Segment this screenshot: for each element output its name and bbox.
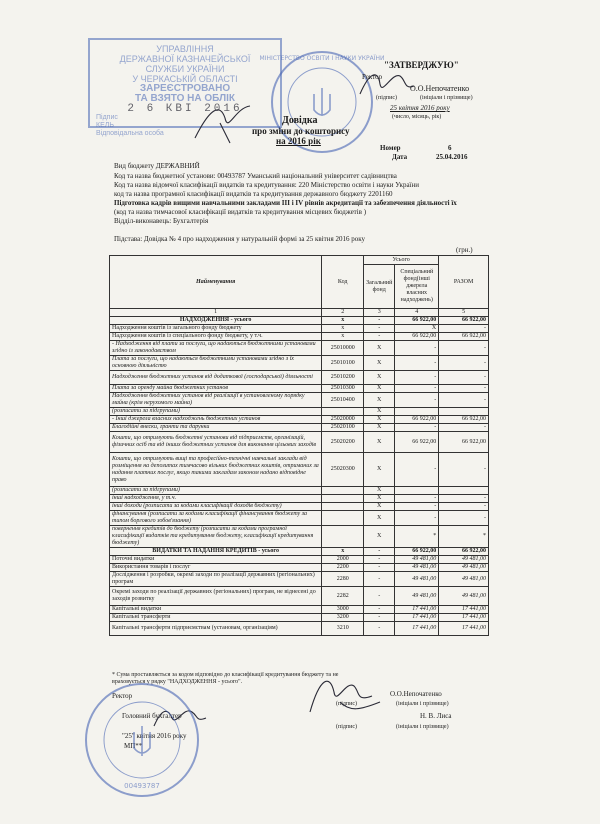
row-name: - Надходження від плати за послуги, що надаються бюджетними установами згідно із законодавством bbox=[110, 341, 322, 356]
row-name: Використання товарів і послуг bbox=[110, 564, 322, 572]
row-name: Капітальні трансферти bbox=[110, 614, 322, 622]
row-sum: - bbox=[439, 453, 489, 487]
num-3: 3 bbox=[364, 309, 395, 317]
seal-top-text: МІНІСТЕРСТВО ОСВІТИ І НАУКИ УКРАЇНИ bbox=[259, 55, 385, 62]
row-sum: 66 922,00 bbox=[439, 432, 489, 453]
table-row bbox=[110, 511, 489, 526]
rector-name-note: (ініціали і прізвище) bbox=[396, 701, 449, 707]
number-label: Номер bbox=[380, 144, 401, 152]
basis: Підстава: Довідка № 4 про надходження у натуральній формі за 25 квітня 2016 року bbox=[114, 235, 366, 243]
accountant-sign-note: (підпис) bbox=[336, 724, 358, 730]
row-general: - bbox=[364, 548, 395, 556]
row-name: Плата за оренду майна бюджетних установ bbox=[110, 385, 322, 393]
row-general: Х bbox=[364, 487, 395, 495]
stamp-sign-1: Підпис bbox=[96, 114, 118, 121]
row-code: 25010100 bbox=[322, 356, 364, 371]
accountant-name-note: (ініціали і прізвище) bbox=[396, 724, 449, 730]
row-special: - bbox=[395, 453, 439, 487]
row-name: інші доходи (розписати за кодами класифікації доходів бюджету) bbox=[110, 503, 322, 511]
approval-rector: Ректор bbox=[362, 73, 383, 81]
row-sum: 17 441,00 bbox=[439, 614, 489, 622]
row-special: - bbox=[395, 503, 439, 511]
table-row bbox=[110, 356, 489, 371]
footnote-line-1: * Сума проставляється за кодом відповідно до класифікації кредитування бюджету та не bbox=[112, 672, 339, 678]
row-general: - bbox=[364, 606, 395, 614]
row-special: 49 481,00 bbox=[395, 556, 439, 564]
approval-sign-note: (підпис) bbox=[376, 95, 398, 101]
row-sum: - bbox=[439, 511, 489, 526]
row-general: Х bbox=[364, 526, 395, 548]
date-label: Дата bbox=[392, 153, 408, 161]
row-name: Плата за послуги, що надаються бюджетними установами згідно з їх основною діяльністю bbox=[110, 356, 322, 371]
head-special: Спеціальний фонд(інші джерела власних надходжень) bbox=[395, 265, 439, 309]
row-name: Надходження бюджетних установ від реалізації в установленому порядку майна (крім нерухомого майна) bbox=[110, 393, 322, 408]
row-sum: - bbox=[439, 371, 489, 385]
row-name: інші надходження, у т.ч. bbox=[110, 495, 322, 503]
table-row bbox=[110, 526, 489, 548]
signature-date: "25" квітня 2016 року bbox=[122, 732, 187, 740]
table-row bbox=[110, 408, 489, 416]
row-special: - bbox=[395, 393, 439, 408]
table-row bbox=[110, 385, 489, 393]
stamp-sign-3: Відповідальна особа bbox=[96, 130, 164, 137]
department: Код та назва відомчої класифікації видатків та кредитування: 220 Міністерство освіти і науки України bbox=[114, 181, 419, 189]
row-special: 66 922,00 bbox=[395, 416, 439, 424]
row-name: Надходження коштів із загального фонду бюджету bbox=[110, 325, 322, 333]
row-name: фінансування (розписати за кодами класифікації фінансування бюджету за типом боргового зобов'язання) bbox=[110, 511, 322, 526]
row-sum: 66 922,00 bbox=[439, 416, 489, 424]
rector-label: Ректор bbox=[112, 692, 133, 700]
head-total: Усього bbox=[364, 256, 439, 265]
institution: Код та назва бюджетної установи: 00493787 Уманський національний університет садівництва bbox=[114, 172, 397, 180]
approval-title: "ЗАТВЕРДЖУЮ" bbox=[384, 60, 459, 70]
table-row bbox=[110, 495, 489, 503]
table-row bbox=[110, 432, 489, 453]
row-name: Дослідження і розробки, окремі заходи по реалізації державних (регіональних) програм bbox=[110, 572, 322, 587]
row-name: Надходження коштів із спеціального фонду бюджету, у т.ч. bbox=[110, 333, 322, 341]
row-sum: - bbox=[439, 393, 489, 408]
row-general: Х bbox=[364, 424, 395, 432]
local-budget: (код та назва тимчасової класифікації видатків та кредитування місцевих бюджетів ) bbox=[114, 208, 367, 216]
row-special: - bbox=[395, 424, 439, 432]
stamp-line-3: СЛУЖБИ УКРАЇНИ bbox=[145, 64, 225, 74]
row-sum: - bbox=[439, 495, 489, 503]
document-title: Довідка bbox=[282, 115, 318, 126]
row-special: 17 441,00 bbox=[395, 606, 439, 614]
approval-date-note: (число, місяць, рік) bbox=[392, 114, 442, 120]
row-general: - bbox=[364, 564, 395, 572]
row-special: Х bbox=[395, 325, 439, 333]
row-sum: 49 481,00 bbox=[439, 572, 489, 587]
table-row bbox=[110, 587, 489, 606]
row-general: Х bbox=[364, 356, 395, 371]
row-general: Х bbox=[364, 408, 395, 416]
row-code: 25020000 bbox=[322, 416, 364, 424]
row-sum: - bbox=[439, 325, 489, 333]
row-special: - bbox=[395, 341, 439, 356]
row-code: х bbox=[322, 325, 364, 333]
row-general: Х bbox=[364, 393, 395, 408]
signature-rector-bottom bbox=[300, 672, 390, 722]
row-sum: - bbox=[439, 385, 489, 393]
row-special: 66 922,00 bbox=[395, 333, 439, 341]
row-code: 25010400 bbox=[322, 393, 364, 408]
stamp-line-1: УПРАВЛІННЯ bbox=[156, 44, 214, 54]
table-row bbox=[110, 393, 489, 408]
row-general: Х bbox=[364, 511, 395, 526]
row-general: - bbox=[364, 325, 395, 333]
table-row bbox=[110, 317, 489, 325]
row-general: - bbox=[364, 587, 395, 606]
table-row bbox=[110, 341, 489, 356]
row-code: 3200 bbox=[322, 614, 364, 622]
row-special: - bbox=[395, 495, 439, 503]
table-row bbox=[110, 572, 489, 587]
row-code: х bbox=[322, 548, 364, 556]
row-sum: - bbox=[439, 424, 489, 432]
num-5: 5 bbox=[439, 309, 489, 317]
row-code bbox=[322, 487, 364, 495]
table-row bbox=[110, 503, 489, 511]
estimate-table bbox=[109, 255, 489, 636]
table-row bbox=[110, 453, 489, 487]
accountant-name: Н. В. Лиса bbox=[420, 712, 452, 720]
footnote-line-2: враховується у рядку "НАДХОДЖЕННЯ - усього". bbox=[112, 679, 243, 685]
row-name: Капітальні видатки bbox=[110, 606, 322, 614]
row-name: Кошти, що отримують вищі та професійно-технічні навчальні заклади від розміщення на депозитах тимчасово вільних бюджетних коштів, отриманих за надання платних послуг, якщо такими закладам законом надано відповідне право bbox=[110, 453, 322, 487]
row-special: 66 922,00 bbox=[395, 548, 439, 556]
row-code: 3210 bbox=[322, 622, 364, 636]
table-row bbox=[110, 548, 489, 556]
table-row bbox=[110, 325, 489, 333]
document-year: на 2016 рік bbox=[276, 136, 321, 146]
num-1: 1 bbox=[110, 309, 322, 317]
row-special: - bbox=[395, 511, 439, 526]
row-name: Кошти, що отримують бюджетні установи від підприємств, організацій, фізичних осіб та від інших бюджетних установ для виконання цільових заходів bbox=[110, 432, 322, 453]
date-value: 25.04.2016 bbox=[436, 153, 468, 161]
row-special: - bbox=[395, 371, 439, 385]
row-code: 25010300 bbox=[322, 385, 364, 393]
row-code: 25010200 bbox=[322, 371, 364, 385]
table-row bbox=[110, 556, 489, 564]
table-row bbox=[110, 614, 489, 622]
num-2: 2 bbox=[322, 309, 364, 317]
row-general: Х bbox=[364, 371, 395, 385]
table-row bbox=[110, 606, 489, 614]
row-general: Х bbox=[364, 385, 395, 393]
trident-icon bbox=[134, 726, 150, 756]
row-special: * bbox=[395, 526, 439, 548]
row-code: 3000 bbox=[322, 606, 364, 614]
row-sum: 17 441,00 bbox=[439, 622, 489, 636]
number-value: 6 bbox=[448, 144, 452, 152]
round-seal-bottom bbox=[82, 680, 202, 800]
row-name: Надходження бюджетних установ від додаткової (господарської) діяльності bbox=[110, 371, 322, 385]
program-code: код та назва програмної класифікації видатків та кредитування державного бюджету 2201160 bbox=[114, 190, 393, 198]
head-code: Код bbox=[322, 256, 364, 309]
row-sum: * bbox=[439, 526, 489, 548]
row-code bbox=[322, 408, 364, 416]
row-code: 2282 bbox=[322, 587, 364, 606]
stamp-line-2: ДЕРЖАВНОЇ КАЗНАЧЕЙСЬКОЇ bbox=[119, 54, 251, 64]
document-subtitle: про зміни до кошторису bbox=[252, 126, 350, 136]
row-general: Х bbox=[364, 341, 395, 356]
table-row bbox=[110, 424, 489, 432]
table-row bbox=[110, 371, 489, 385]
trident-icon bbox=[314, 88, 330, 116]
row-sum: - bbox=[439, 341, 489, 356]
row-sum: 66 922,00 bbox=[439, 333, 489, 341]
rector-name: О.О.Непочатенко bbox=[390, 690, 442, 698]
row-general: - bbox=[364, 333, 395, 341]
row-special: 49 481,00 bbox=[395, 564, 439, 572]
row-general: Х bbox=[364, 432, 395, 453]
row-sum: 49 481,00 bbox=[439, 564, 489, 572]
row-sum: - bbox=[439, 356, 489, 371]
row-code: 25020300 bbox=[322, 453, 364, 487]
table-row bbox=[110, 487, 489, 495]
row-general: Х bbox=[364, 495, 395, 503]
row-code bbox=[322, 503, 364, 511]
row-code bbox=[322, 511, 364, 526]
table-body bbox=[110, 317, 489, 636]
row-sum: - bbox=[439, 503, 489, 511]
row-special: 66 922,00 bbox=[395, 317, 439, 325]
row-name: Окремі заходи по реалізації державних (регіональних) програм, не віднесені до заходів розвитку bbox=[110, 587, 322, 606]
row-code: х bbox=[322, 317, 364, 325]
row-special bbox=[395, 408, 439, 416]
stamp-line-5: ЗАРЕЄСТРОВАНО bbox=[139, 83, 231, 94]
row-general: - bbox=[364, 614, 395, 622]
stamp-line-6: ТА ВЗЯТО НА ОБЛІК bbox=[134, 93, 236, 104]
row-code: 25020100 bbox=[322, 424, 364, 432]
row-name: Благодійні внески, гранти та дарунки bbox=[110, 424, 322, 432]
budget-type: Вид бюджету ДЕРЖАВНИЙ bbox=[114, 162, 200, 170]
table-row bbox=[110, 333, 489, 341]
signature-treasury bbox=[190, 98, 260, 148]
row-general: Х bbox=[364, 416, 395, 424]
row-code: 25010000 bbox=[322, 341, 364, 356]
row-special: 66 922,00 bbox=[395, 432, 439, 453]
accountant-label: Головний бухгалтер bbox=[122, 712, 182, 720]
row-code: 2200 bbox=[322, 564, 364, 572]
row-special: 49 481,00 bbox=[395, 587, 439, 606]
row-sum bbox=[439, 408, 489, 416]
head-sum: РАЗОМ bbox=[439, 256, 489, 309]
row-special bbox=[395, 487, 439, 495]
program-name: Підготовка кадрів вищими навчальними закладами ІІІ і ІV рівнів акредитації та забезпечення діяльності їх bbox=[114, 199, 457, 207]
row-general: - bbox=[364, 556, 395, 564]
row-name: (розписати за підгрупами) bbox=[110, 487, 322, 495]
row-special: - bbox=[395, 356, 439, 371]
stamp-date: 2 6 КВІ 2016 bbox=[127, 103, 243, 115]
num-4: 4 bbox=[395, 309, 439, 317]
row-name: Поточні видатки bbox=[110, 556, 322, 564]
head-name: Найменування bbox=[110, 256, 322, 309]
table-row bbox=[110, 564, 489, 572]
rector-sign-note: (підпис) bbox=[336, 701, 358, 707]
table-row bbox=[110, 416, 489, 424]
row-sum: 17 441,00 bbox=[439, 606, 489, 614]
row-code: х bbox=[322, 333, 364, 341]
row-name: Капітальні трансферти підприємствам (установам, організаціям) bbox=[110, 622, 322, 636]
row-special: 49 481,00 bbox=[395, 572, 439, 587]
approval-signer-note: (ініціали і прізвище) bbox=[420, 95, 473, 101]
row-code: 2280 bbox=[322, 572, 364, 587]
row-sum: 49 481,00 bbox=[439, 587, 489, 606]
row-name: (розписати за підгрупами) bbox=[110, 408, 322, 416]
row-general: Х bbox=[364, 453, 395, 487]
row-code: 2000 bbox=[322, 556, 364, 564]
approval-signer: О.О.Непочатенко bbox=[410, 84, 470, 93]
row-code: 25020200 bbox=[322, 432, 364, 453]
row-name: НАДХОДЖЕННЯ - усього bbox=[110, 317, 322, 325]
approval-date: 25 квітня 2016 року bbox=[390, 104, 450, 112]
row-name: - Інші джерела власних надходжень бюджетних установ bbox=[110, 416, 322, 424]
row-general: - bbox=[364, 572, 395, 587]
row-special: 17 441,00 bbox=[395, 622, 439, 636]
signature-rector-top bbox=[356, 66, 416, 100]
row-sum bbox=[439, 487, 489, 495]
row-general: Х bbox=[364, 503, 395, 511]
row-name: ВИДАТКИ ТА НАДАННЯ КРЕДИТІВ - усього bbox=[110, 548, 322, 556]
seal-code: 00493787 bbox=[124, 782, 160, 790]
row-code bbox=[322, 526, 364, 548]
row-special: - bbox=[395, 385, 439, 393]
row-general: - bbox=[364, 317, 395, 325]
head-general: Загальний фонд bbox=[364, 265, 395, 309]
mp-label: МП** bbox=[124, 742, 143, 750]
row-general: - bbox=[364, 622, 395, 636]
row-sum: 49 481,00 bbox=[439, 556, 489, 564]
stamp-sign-2: КЕЛЬ bbox=[96, 122, 114, 129]
executor: Відділ-виконавець: Бухгалтерія bbox=[114, 217, 209, 225]
row-code bbox=[322, 495, 364, 503]
row-sum: 66 922,00 bbox=[439, 548, 489, 556]
row-name: повернення кредитів до бюджету (розписати за кодами програмної класифікації видатків та кредитування бюджету, класифікації кредитування бюджету) bbox=[110, 526, 322, 548]
table-row bbox=[110, 622, 489, 636]
unit: (грн.) bbox=[456, 246, 473, 254]
row-special: 17 441,00 bbox=[395, 614, 439, 622]
stamp-line-4: У ЧЕРКАСЬКІЙ ОБЛАСТІ bbox=[132, 74, 238, 84]
row-sum: 66 922,00 bbox=[439, 317, 489, 325]
